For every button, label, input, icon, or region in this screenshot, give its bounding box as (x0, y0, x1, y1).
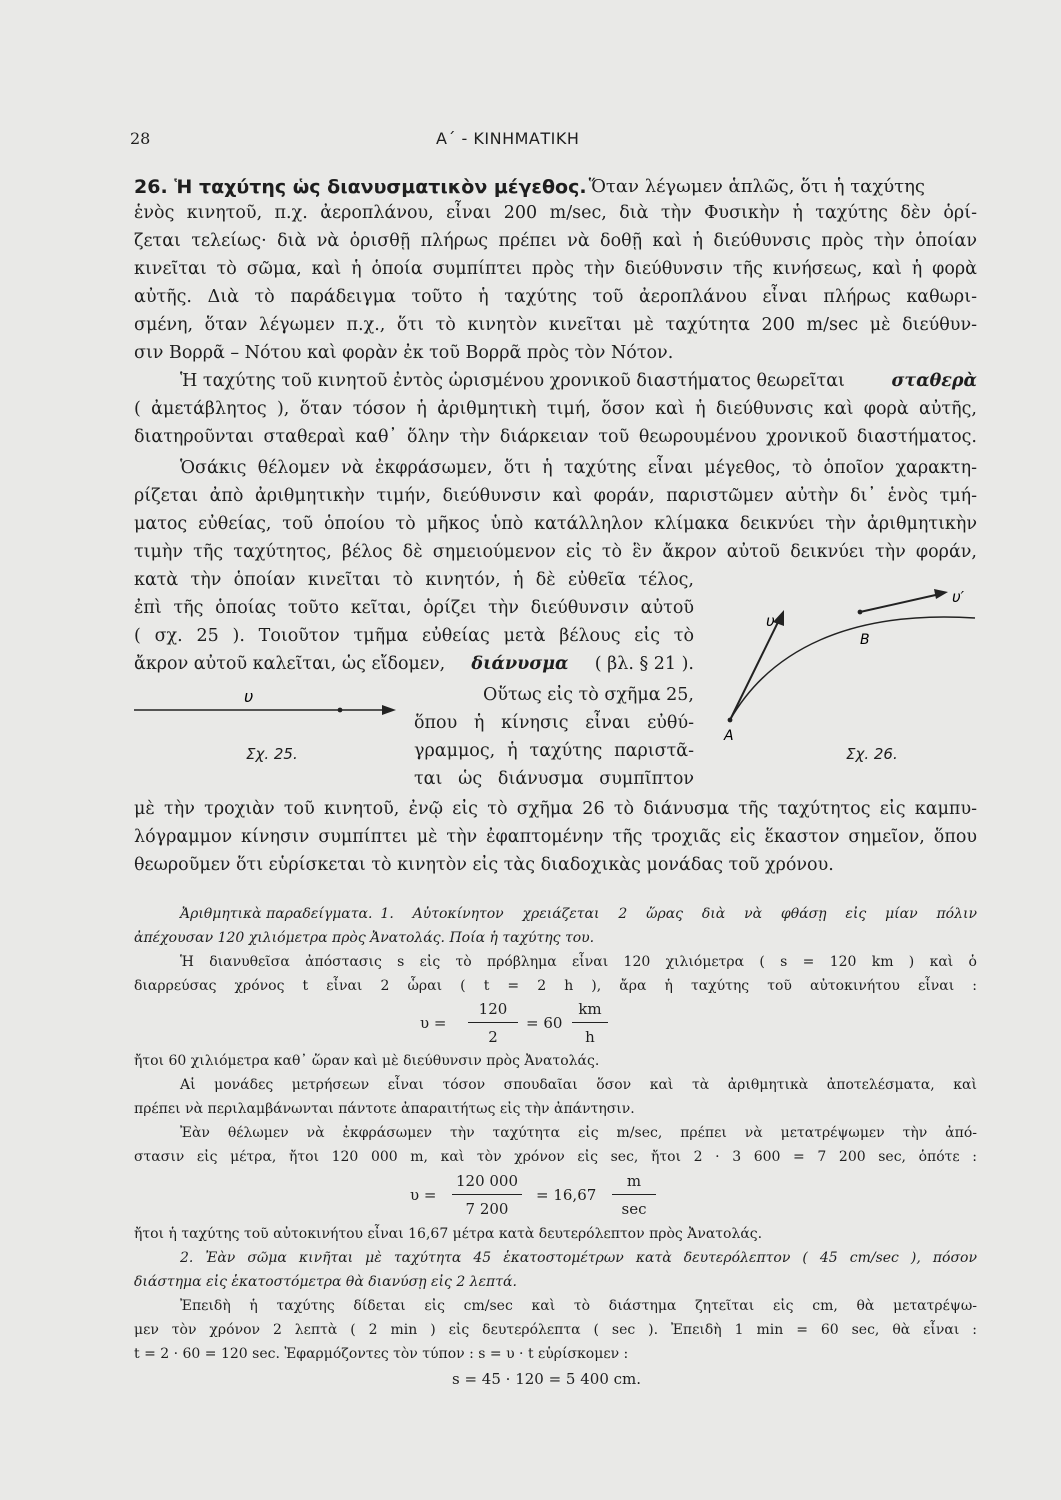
solution-line: μεν τὸν χρόνον 2 λεπτὰ ( 2 min ) εἰς δευτερόλεπτα ( sec ). Ἐπειδὴ 1 min = 60 sec, θὰ εἶναι : (134, 1322, 977, 1338)
eq2-value: = 16,67 (536, 1186, 597, 1204)
figure-25-diagram (128, 688, 398, 728)
paragraph-line: λόγραμμον κίνησιν συμπίπτει μὲ τὴν ἐφαπτομένην τῆς τροχιᾶς εἰς ἕκαστον σημεῖον, ὅπου (134, 827, 977, 847)
paragraph-text: ἄκρον αὐτοῦ καλεῖται, ὡς εἴδομεν, (134, 654, 446, 674)
example-2-statement: διάστημα εἰς ἑκατοστόμετρα θὰ διανύσῃ εἰς 2 λεπτά. (134, 1274, 517, 1290)
eq1-lhs: υ = (420, 1014, 447, 1032)
solution-line: Ἐὰν θέλωμεν νὰ ἐκφράσωμεν τὴν ταχύτητα εἰς m/sec, πρέπει νὰ μετατρέψωμεν τὴν ἀπό- (180, 1125, 977, 1141)
emphasis-vector: διάνυσμα (471, 654, 569, 674)
eq1-unit-numerator: km (578, 1000, 602, 1018)
paragraph-line (134, 654, 694, 674)
example-1-statement: ἀπέχουσαν 120 χιλιόμετρα πρὸς Ἀνατολάς. Ποία ἡ ταχύτης του. (134, 930, 595, 946)
solution-line: Ἐπειδὴ ἡ ταχύτης δίδεται εἰς cm/sec καὶ τὸ διάστημα ζητεῖται εἰς cm, θὰ μετατρέψω- (180, 1298, 977, 1314)
fig26-velocity-label: υ (766, 612, 775, 630)
page-number: 28 (130, 129, 151, 148)
eq2-unit-numerator: m (626, 1172, 642, 1190)
fig26-point-a (728, 718, 733, 723)
eq2-lhs: υ = (410, 1186, 437, 1204)
solution-line: στασιν εἰς μέτρα, ἤτοι 120 000 m, καὶ τὸν χρόνον εἰς sec, ἤτοι 2 · 3 600 = 7 200 sec, ὁπότε : (134, 1149, 977, 1165)
figure-25-caption: Σχ. 25. (246, 745, 298, 763)
equation-3: s = 45 · 120 = 5 400 cm. (452, 1370, 642, 1388)
example-1-line (180, 905, 977, 923)
eq2-unit-bar (612, 1194, 656, 1195)
paragraph-line: αὐτῆς. Διὰ τὸ παράδειγμα τοῦτο ἡ ταχύτης τοῦ ἀεροπλάνου εἶναι πλήρως καθωρι- (134, 287, 977, 307)
solution-line: διαρρεύσας χρόνος t εἶναι 2 ὧραι ( t = 2 h ), ἄρα ἡ ταχύτης τοῦ αὐτοκινήτου εἶναι : (134, 978, 977, 994)
paragraph-line: ρίζεται ἀπὸ ἀριθμητικὴν τιμήν, διεύθυνσιν καὶ φοράν, παριστῶμεν αὐτὴν δι᾿ ἑνὸς τμή- (134, 486, 977, 506)
paragraph-line: ματος εὐθείας, τοῦ ὁποίου τὸ μῆκος ὑπὸ κατάλληλον κλίμακα δεικνύει τὴν ἀριθμητικὴν (134, 514, 977, 534)
fig25-velocity-label: υ (244, 688, 254, 706)
fig26-point-b-label: B (860, 632, 870, 648)
fig26-arrowhead-b (934, 589, 948, 599)
paragraph-line: τιμὴν τῆς ταχύτητος, βέλος δὲ σημειούμενον εἰς τὸ ἓν ἄκρον αὐτοῦ δεικνύει τὴν φοράν, (134, 542, 977, 562)
example-1-statement: 1. Αὐτοκίνητον χρειάζεται 2 ὥρας διὰ νὰ φθάσῃ εἰς μίαν πόλιν (380, 906, 977, 922)
paragraph-line: διατηροῦνται σταθεραὶ καθ᾿ ὅλην τὴν διάρκειαν τοῦ θεωρουμένου χρονικοῦ διαστήματος. (134, 427, 977, 447)
solution-line: Αἱ μονάδες μετρήσεων εἶναι τόσον σπουδαῖαι ὅσον καὶ τὰ ἀριθμητικὰ ἀποτελέσματα, καὶ (180, 1077, 977, 1093)
solution-line: Ἡ διανυθεῖσα ἀπόστασις s εἰς τὸ πρόβλημα εἶναι 120 χιλιόμετρα ( s = 120 km ) καὶ ὁ (180, 954, 977, 970)
figure-26-diagram (700, 580, 990, 770)
fig25-arrowhead (382, 705, 396, 715)
fig26-velocity-prime-label: υ′ (952, 588, 965, 606)
paragraph-line: κινεῖται τὸ σῶμα, καὶ ἡ ὁποία συμπίπτει πρὸς τὴν διεύθυνσιν τῆς κινήσεως, καὶ ἡ φορὰ (134, 259, 977, 279)
solution-line: ἤτοι ἡ ταχύτης τοῦ αὐτοκινήτου εἶναι 16,67 μέτρα κατὰ δευτερόλεπτον πρὸς Ἀνατολάς. (134, 1226, 763, 1242)
paragraph-line: ( ἀμετάβλητος ), ὅταν τόσον ἡ ἀριθμητικὴ τιμή, ὅσον καὶ ἡ διεύθυνσις καὶ φορὰ αὐτῆς, (134, 399, 977, 419)
paragraph-line: μὲ τὴν τροχιὰν τοῦ κινητοῦ, ἐνῷ εἰς τὸ σχῆμα 26 τὸ διάνυσμα τῆς ταχύτητος εἰς καμπυ- (134, 799, 977, 819)
paragraph-line: ( σχ. 25 ). Τοιοῦτον τμῆμα εὐθείας μετὰ βέλους εἰς τὸ (134, 626, 694, 646)
fig26-trajectory-curve (730, 617, 975, 720)
eq2-numerator: 120 000 (455, 1172, 519, 1190)
paragraph-line: Ὁσάκις θέλομεν νὰ ἐκφράσωμεν, ὅτι ἡ ταχύτης εἶναι μέγεθος, τὸ ὁποῖον χαρακτη- (180, 458, 977, 478)
example-2-statement: 2. Ἐὰν σῶμα κινῆται μὲ ταχύτητα 45 ἑκατοστομέτρων κατὰ δευτερόλεπτον ( 45 cm/sec ), πόσον (180, 1250, 977, 1266)
eq1-fraction-bar (468, 1022, 518, 1023)
paragraph-line: ται ὡς διάνυσμα συμπῖπτον (414, 769, 694, 789)
fig26-point-a-label: A (724, 728, 734, 744)
paragraph-line: ἐπὶ τῆς ὁποίας τοῦτο κεῖται, ὁρίζει τὴν διεύθυνσιν αὐτοῦ (134, 598, 694, 618)
paragraph-text: ( βλ. § 21 ). (594, 654, 694, 674)
paragraph-line: κατὰ τὴν ὁποίαν κινεῖται τὸ κινητόν, ἡ δὲ εὐθεῖα τέλος, (134, 570, 694, 590)
paragraph-text: Ἡ ταχύτης τοῦ κινητοῦ ἐντὸς ὡρισμένου χρονικοῦ διαστήματος θεωρεῖται (180, 371, 845, 391)
fig26-tangent-vector-b (860, 594, 940, 612)
paragraph-line: ζεται τελείως· διὰ νὰ ὁρισθῇ πλήρως πρέπει νὰ δοθῇ καὶ ἡ διεύθυνσις πρὸς τὴν ὁποίαν (134, 231, 977, 251)
emphasis-constant: σταθερὰ (891, 371, 977, 391)
eq2-unit-denominator: sec (621, 1200, 647, 1218)
paragraph-line (180, 371, 977, 391)
running-title: Α΄ - ΚΙΝΗΜΑΤΙΚΗ (436, 129, 580, 148)
paragraph-line: θεωροῦμεν ὅτι εὑρίσκεται τὸ κινητὸν εἰς τὰς διαδοχικὰς μονάδας τοῦ χρόνου. (134, 855, 834, 875)
examples-heading: Ἀριθμητικὰ παραδείγματα. (180, 906, 373, 922)
section-title: 26. Ἡ ταχύτης ὡς διανυσματικὸν μέγεθος. (134, 176, 587, 198)
solution-line: πρέπει νὰ περιλαμβάνωνται πάντοτε ἀπαραιτήτως εἰς τὴν ἀπάντησιν. (134, 1101, 635, 1117)
paragraph-line: ἑνὸς κινητοῦ, π.χ. ἀεροπλάνου, εἶναι 200 m/sec, διὰ τὴν Φυσικὴν ἡ ταχύτης δὲν ὁρί- (134, 203, 977, 223)
paragraph-line: Ὅταν λέγωμεν ἁπλῶς, ὅτι ἡ ταχύτης (588, 176, 926, 197)
solution-line: t = 2 · 60 = 120 sec. Ἐφαρμόζοντες τὸν τύπον : s = υ · t εὑρίσκομεν : (134, 1346, 629, 1362)
paragraph-line: σιν Βορρᾶ – Νότου καὶ φορὰν ἐκ τοῦ Βορρᾶ πρὸς τὸν Νότον. (134, 343, 674, 363)
paragraph-line: γραμμος, ἡ ταχύτης παριστᾶ- (414, 741, 694, 761)
paragraph-line: Οὕτως εἰς τὸ σχῆμα 25, (483, 685, 694, 705)
fig25-point (338, 708, 343, 713)
eq1-unit-bar (572, 1022, 608, 1023)
paragraph-line: ὅπου ἡ κίνησις εἶναι εὐθύ- (414, 713, 694, 733)
section-heading-line (134, 177, 977, 197)
eq1-unit-denominator: h (585, 1028, 595, 1046)
fig26-point-b (858, 610, 863, 615)
figure-26-caption: Σχ. 26. (846, 745, 898, 763)
eq2-fraction-bar (452, 1194, 522, 1195)
eq1-value: = 60 (526, 1014, 563, 1032)
eq2-denominator: 7 200 (465, 1200, 509, 1218)
paragraph-line: σμένη, ὅταν λέγωμεν π.χ., ὅτι τὸ κινητὸν κινεῖται μὲ ταχύτητα 200 m/sec μὲ διεύθυν- (134, 315, 977, 335)
solution-line: ἤτοι 60 χιλιόμετρα καθ᾿ ὥραν καὶ μὲ διεύθυνσιν πρὸς Ἀνατολάς. (134, 1053, 600, 1069)
eq1-denominator: 2 (488, 1028, 498, 1046)
eq1-numerator: 120 (478, 1000, 508, 1018)
